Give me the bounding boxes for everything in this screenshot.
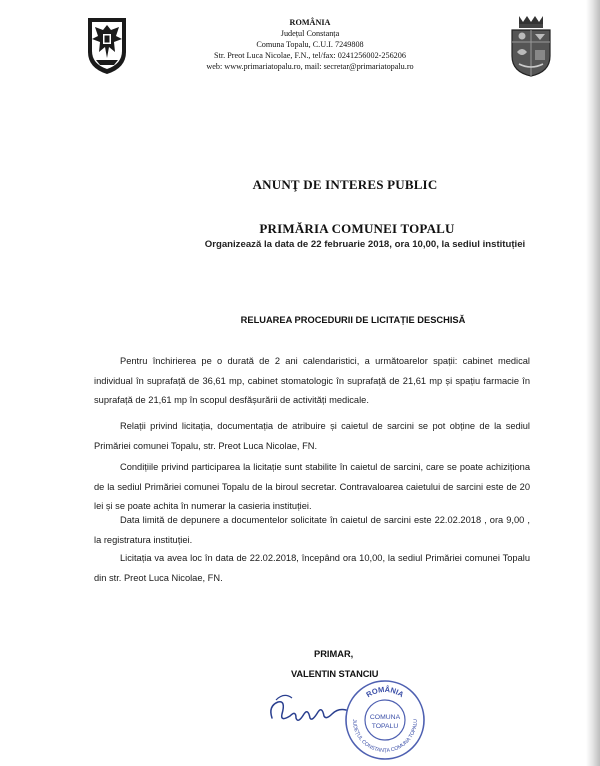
romania-coat-of-arms-icon	[84, 14, 130, 76]
header-county: Județul Constanța	[280, 29, 340, 38]
paragraph-auction-date: Licitația va avea loc în data de 22.02.2018, începând ora 10,00, la sediul Primăriei comunei Topalu din str. Preot Luca Nicolae, FN.	[94, 553, 530, 583]
header-address: Str. Preot Luca Nicolae, F.N., tel/fax: 0241256002-256206	[214, 51, 406, 60]
topalu-coat-of-arms-icon	[509, 14, 553, 78]
signatory-role: PRIMAR,	[314, 649, 354, 659]
stamp-bottom-text: JUDEȚUL CONSTANȚA COMUNA TOPALU	[350, 719, 420, 755]
official-stamp	[343, 678, 427, 762]
header-web-email: web: www.primariatopalu.ro, mail: secretar@primariatopalu.ro	[206, 62, 414, 71]
document-subtitle: Organizează la data de 22 februarie 2018, ora 10,00, la sediul instituției	[204, 239, 526, 250]
signatory-name: VALENTIN STANCIU	[291, 669, 379, 679]
stamp-center-line-1: COMUNA	[369, 714, 401, 721]
paragraph-deadline: Data limită de depunere a documentelor solicitate în caietul de sarcini este 22.02.2018 , ora 9,00 , la registratura instituției.	[94, 515, 530, 545]
header-commune: Comuna Topalu, C.U.I. 7249808	[256, 40, 364, 49]
header-country: ROMÂNIA	[289, 18, 331, 27]
section-title: RELUAREA PROCEDURII DE LICITAȚIE DESCHISĂ	[240, 315, 466, 325]
letterhead	[190, 17, 430, 72]
document-title: ANUNŢ DE INTERES PUBLIC	[252, 177, 438, 192]
paragraph-participation-conditions: Condițiile privind participarea la licitație sunt stabilite în caietul de sarcini, care se poate achiziționa de la sediul Primăriei comunei Topalu de la biroul secretar. Contravaloarea caietului de sarcini este de 20 lei și se poate achita în numerar la casieria instituției.	[94, 462, 530, 511]
scan-edge-shadow	[586, 0, 600, 766]
stamp-center-line-2: TOPALU	[371, 723, 399, 730]
institution-title: PRIMĂRIA COMUNEI TOPALU	[259, 221, 455, 236]
paragraph-information: Relații privind licitația, documentația de atribuire și caietul de sarcini se pot obține de la sediul Primăriei comunei Topalu, str. Preot Luca Nicolae, FN.	[94, 421, 530, 451]
svg-text:ROMÂNIA	[365, 685, 406, 700]
paragraph-rental-spaces: Pentru închirierea pe o durată de 2 ani calendaristici, a următoarelor spații: cabinet medical individual în suprafață de 36,61 mp, cabinet stomatologic în suprafață de 21,61 mp și spațiu farmacie în suprafață de 21,61 mp în scopul desfășurării de activități medicale.	[94, 356, 530, 405]
stamp-top-text: ROMÂNIA	[364, 684, 406, 700]
